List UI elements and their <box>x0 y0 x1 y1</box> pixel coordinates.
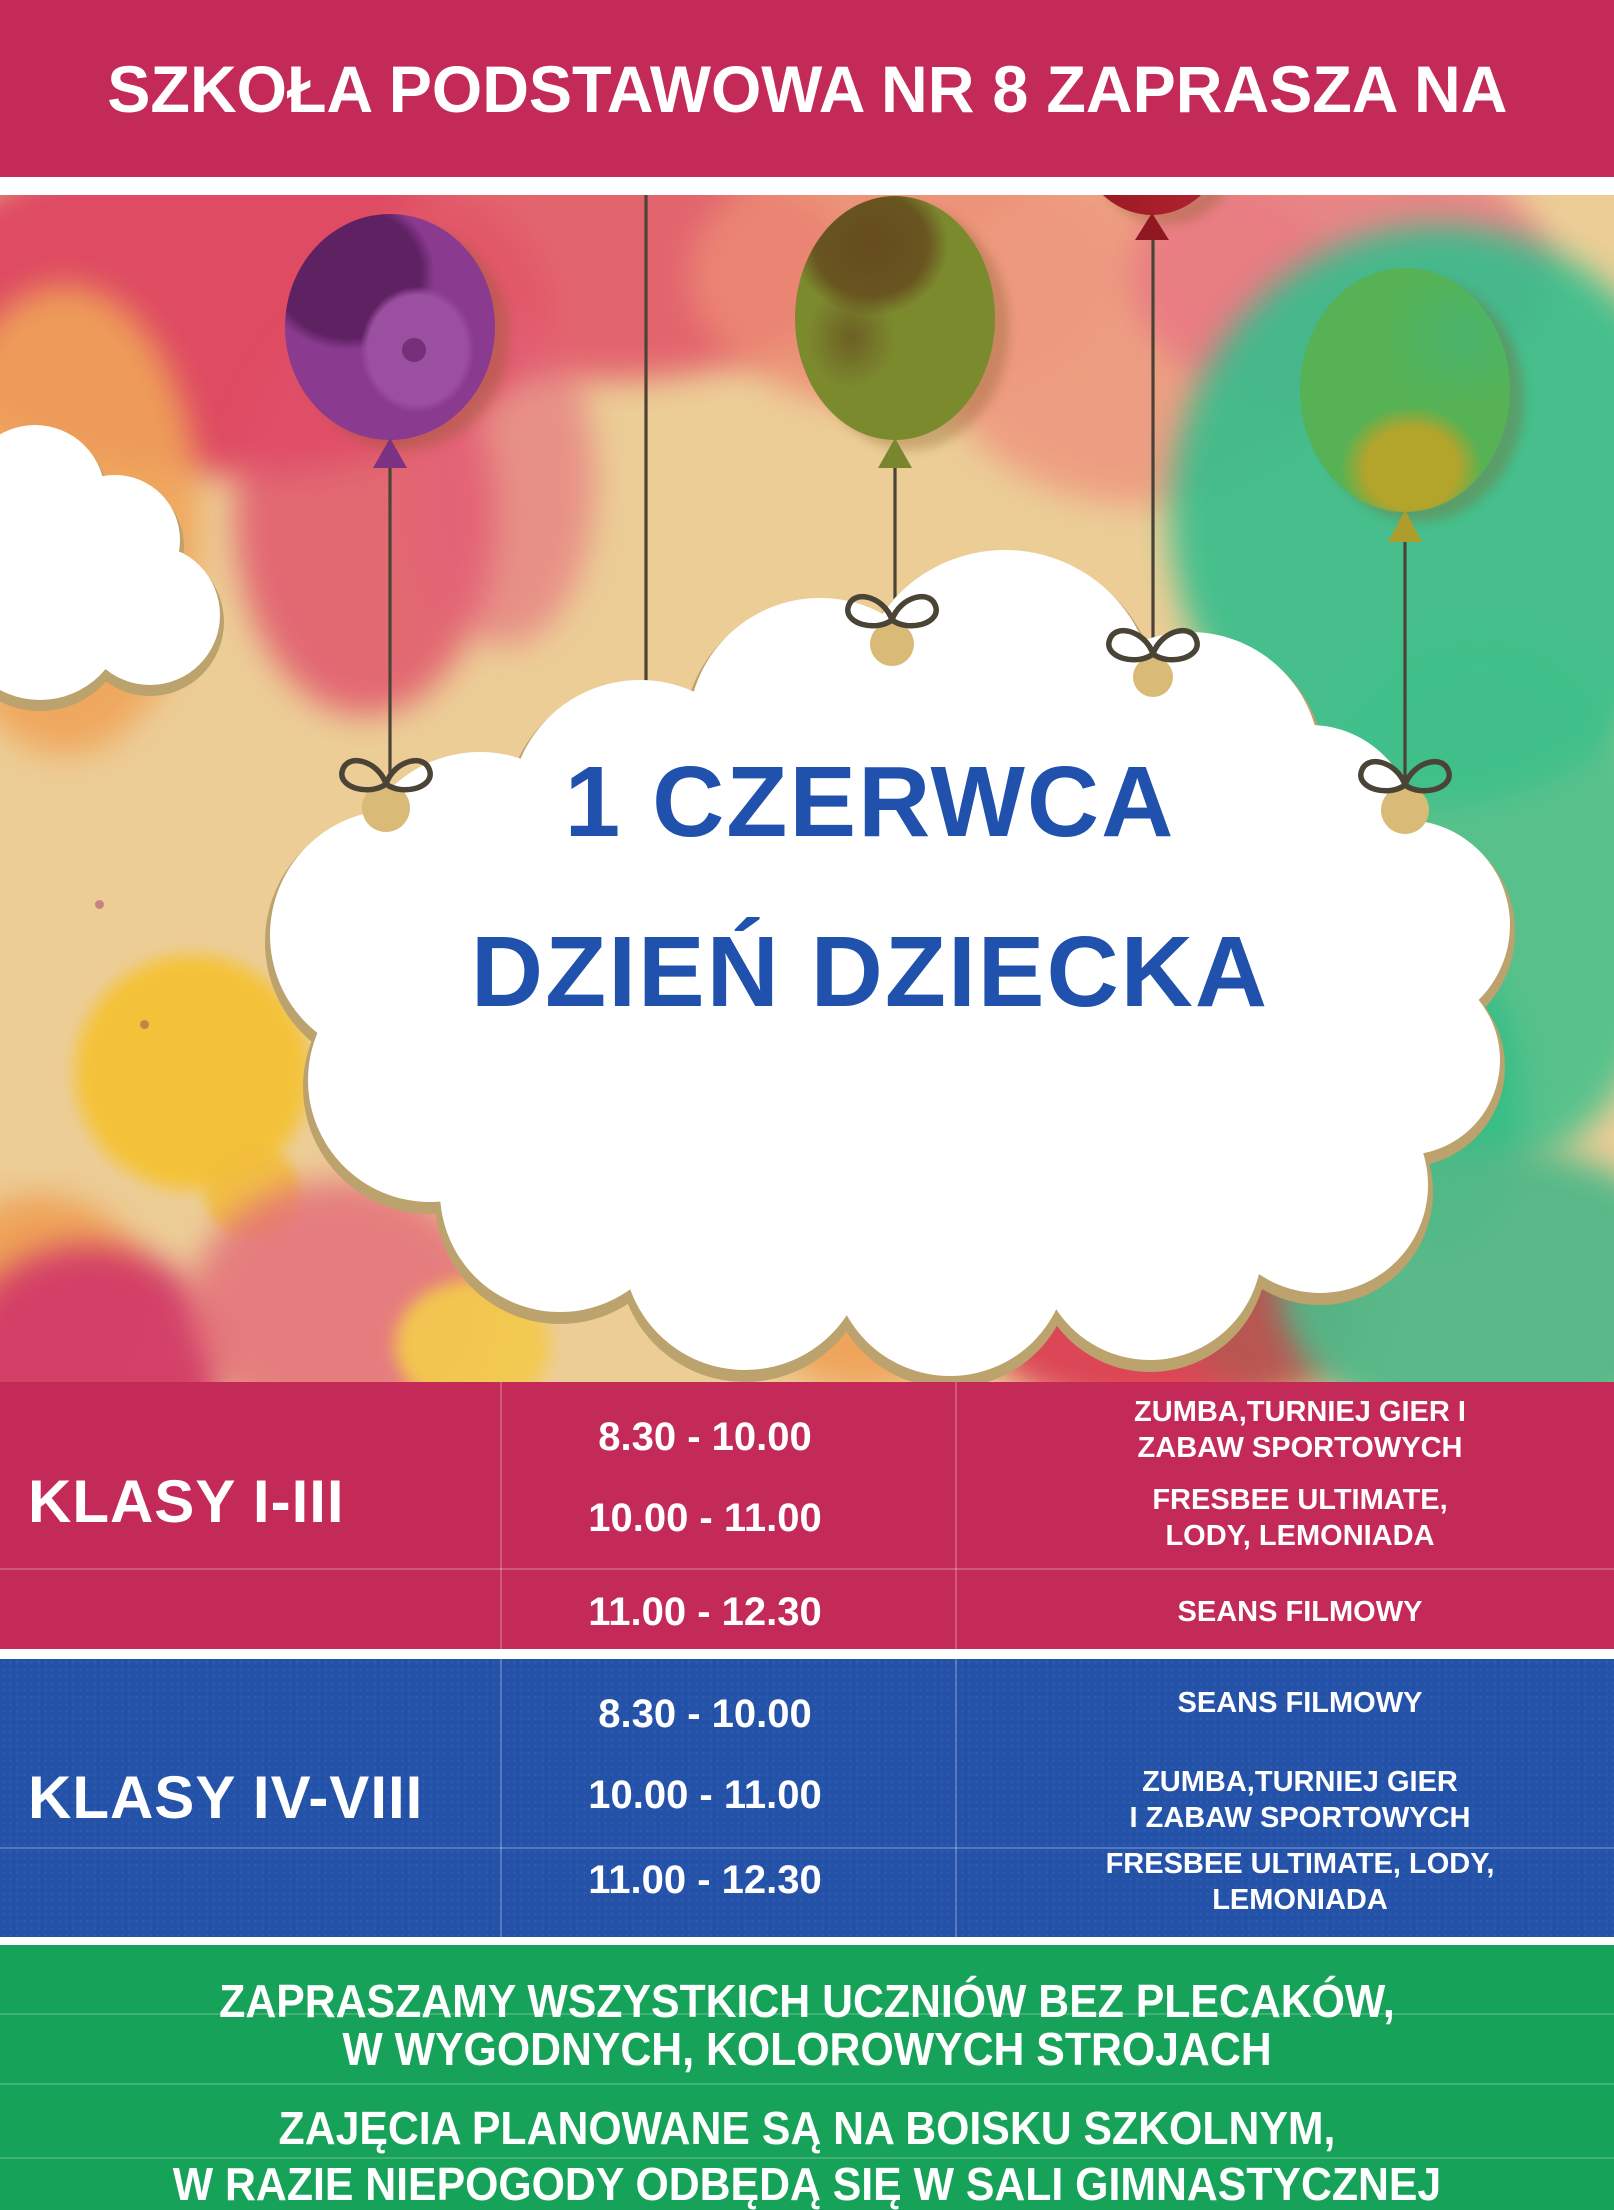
activity-line: I ZABAW SPORTOWYCH <box>1129 1802 1471 1834</box>
activity-line: LEMONIADA <box>1212 1884 1388 1916</box>
activity-line: FRESBEE ULTIMATE, LODY, <box>1105 1848 1495 1880</box>
time-cell: 10.00 - 11.00 <box>588 1773 822 1817</box>
table-separator <box>0 1568 1614 1570</box>
time-cell: 8.30 - 10.00 <box>598 1692 812 1736</box>
activity-cell <box>985 1685 1614 1721</box>
footer-note-line: W RAZIE NIEPOGODY ODBĘDĄ SIĘ W SALI GIMNASTYCZNEJ <box>172 2158 1442 2210</box>
event-date: 1 CZERWCA <box>564 746 1176 858</box>
activity-line: LODY, LEMONIADA <box>1165 1520 1435 1552</box>
schedule-section-klasy-iv-viii <box>0 1659 1614 1937</box>
activity-cell <box>985 1764 1614 1836</box>
schedule-section-klasy-i-iii <box>0 1382 1614 1649</box>
small-cloud <box>0 425 224 711</box>
banner-text: SZKOŁA PODSTAWOWA NR 8 ZAPRASZA NA <box>106 51 1508 126</box>
activity-line: SEANS FILMOWY <box>1177 1596 1423 1628</box>
time-cell: 11.00 - 12.30 <box>588 1858 822 1902</box>
table-separator <box>955 1659 957 1937</box>
activity-cell <box>985 1594 1614 1630</box>
table-separator <box>955 1382 957 1649</box>
activity-cell <box>985 1394 1614 1466</box>
activity-line: ZUMBA,TURNIEJ GIER <box>1142 1766 1458 1798</box>
footer-note-line: ZAJĘCIA PLANOWANE SĄ NA BOISKU SZKOLNYM, <box>278 2102 1336 2154</box>
activity-line: SEANS FILMOWY <box>1177 1687 1423 1719</box>
artwork <box>0 195 1614 1382</box>
time-cell: 8.30 - 10.00 <box>598 1415 812 1459</box>
event-name: DZIEŃ DZIECKA <box>470 916 1270 1028</box>
footer-notes <box>0 1945 1614 2210</box>
event-title <box>250 745 1490 1030</box>
activity-line: ZABAW SPORTOWYCH <box>1137 1432 1463 1464</box>
activity-line: FRESBEE ULTIMATE, <box>1152 1484 1448 1516</box>
banner <box>0 0 1614 177</box>
activity-cell <box>985 1482 1614 1554</box>
activity-line: ZUMBA,TURNIEJ GIER I <box>1134 1396 1466 1428</box>
footer-note-line: ZAPRASZAMY WSZYSTKICH UCZNIÓW BEZ PLECAKÓW, <box>219 1975 1395 2027</box>
table-separator <box>0 2083 1614 2085</box>
group-label: KLASY IV-VIII <box>28 1764 424 1831</box>
footer-note-line: W WYGODNYCH, KOLOROWYCH STROJACH <box>342 2023 1272 2075</box>
activity-cell <box>985 1846 1614 1918</box>
time-cell: 11.00 - 12.30 <box>588 1590 822 1634</box>
group-label: KLASY I-III <box>28 1468 345 1535</box>
time-cell: 10.00 - 11.00 <box>588 1496 822 1540</box>
